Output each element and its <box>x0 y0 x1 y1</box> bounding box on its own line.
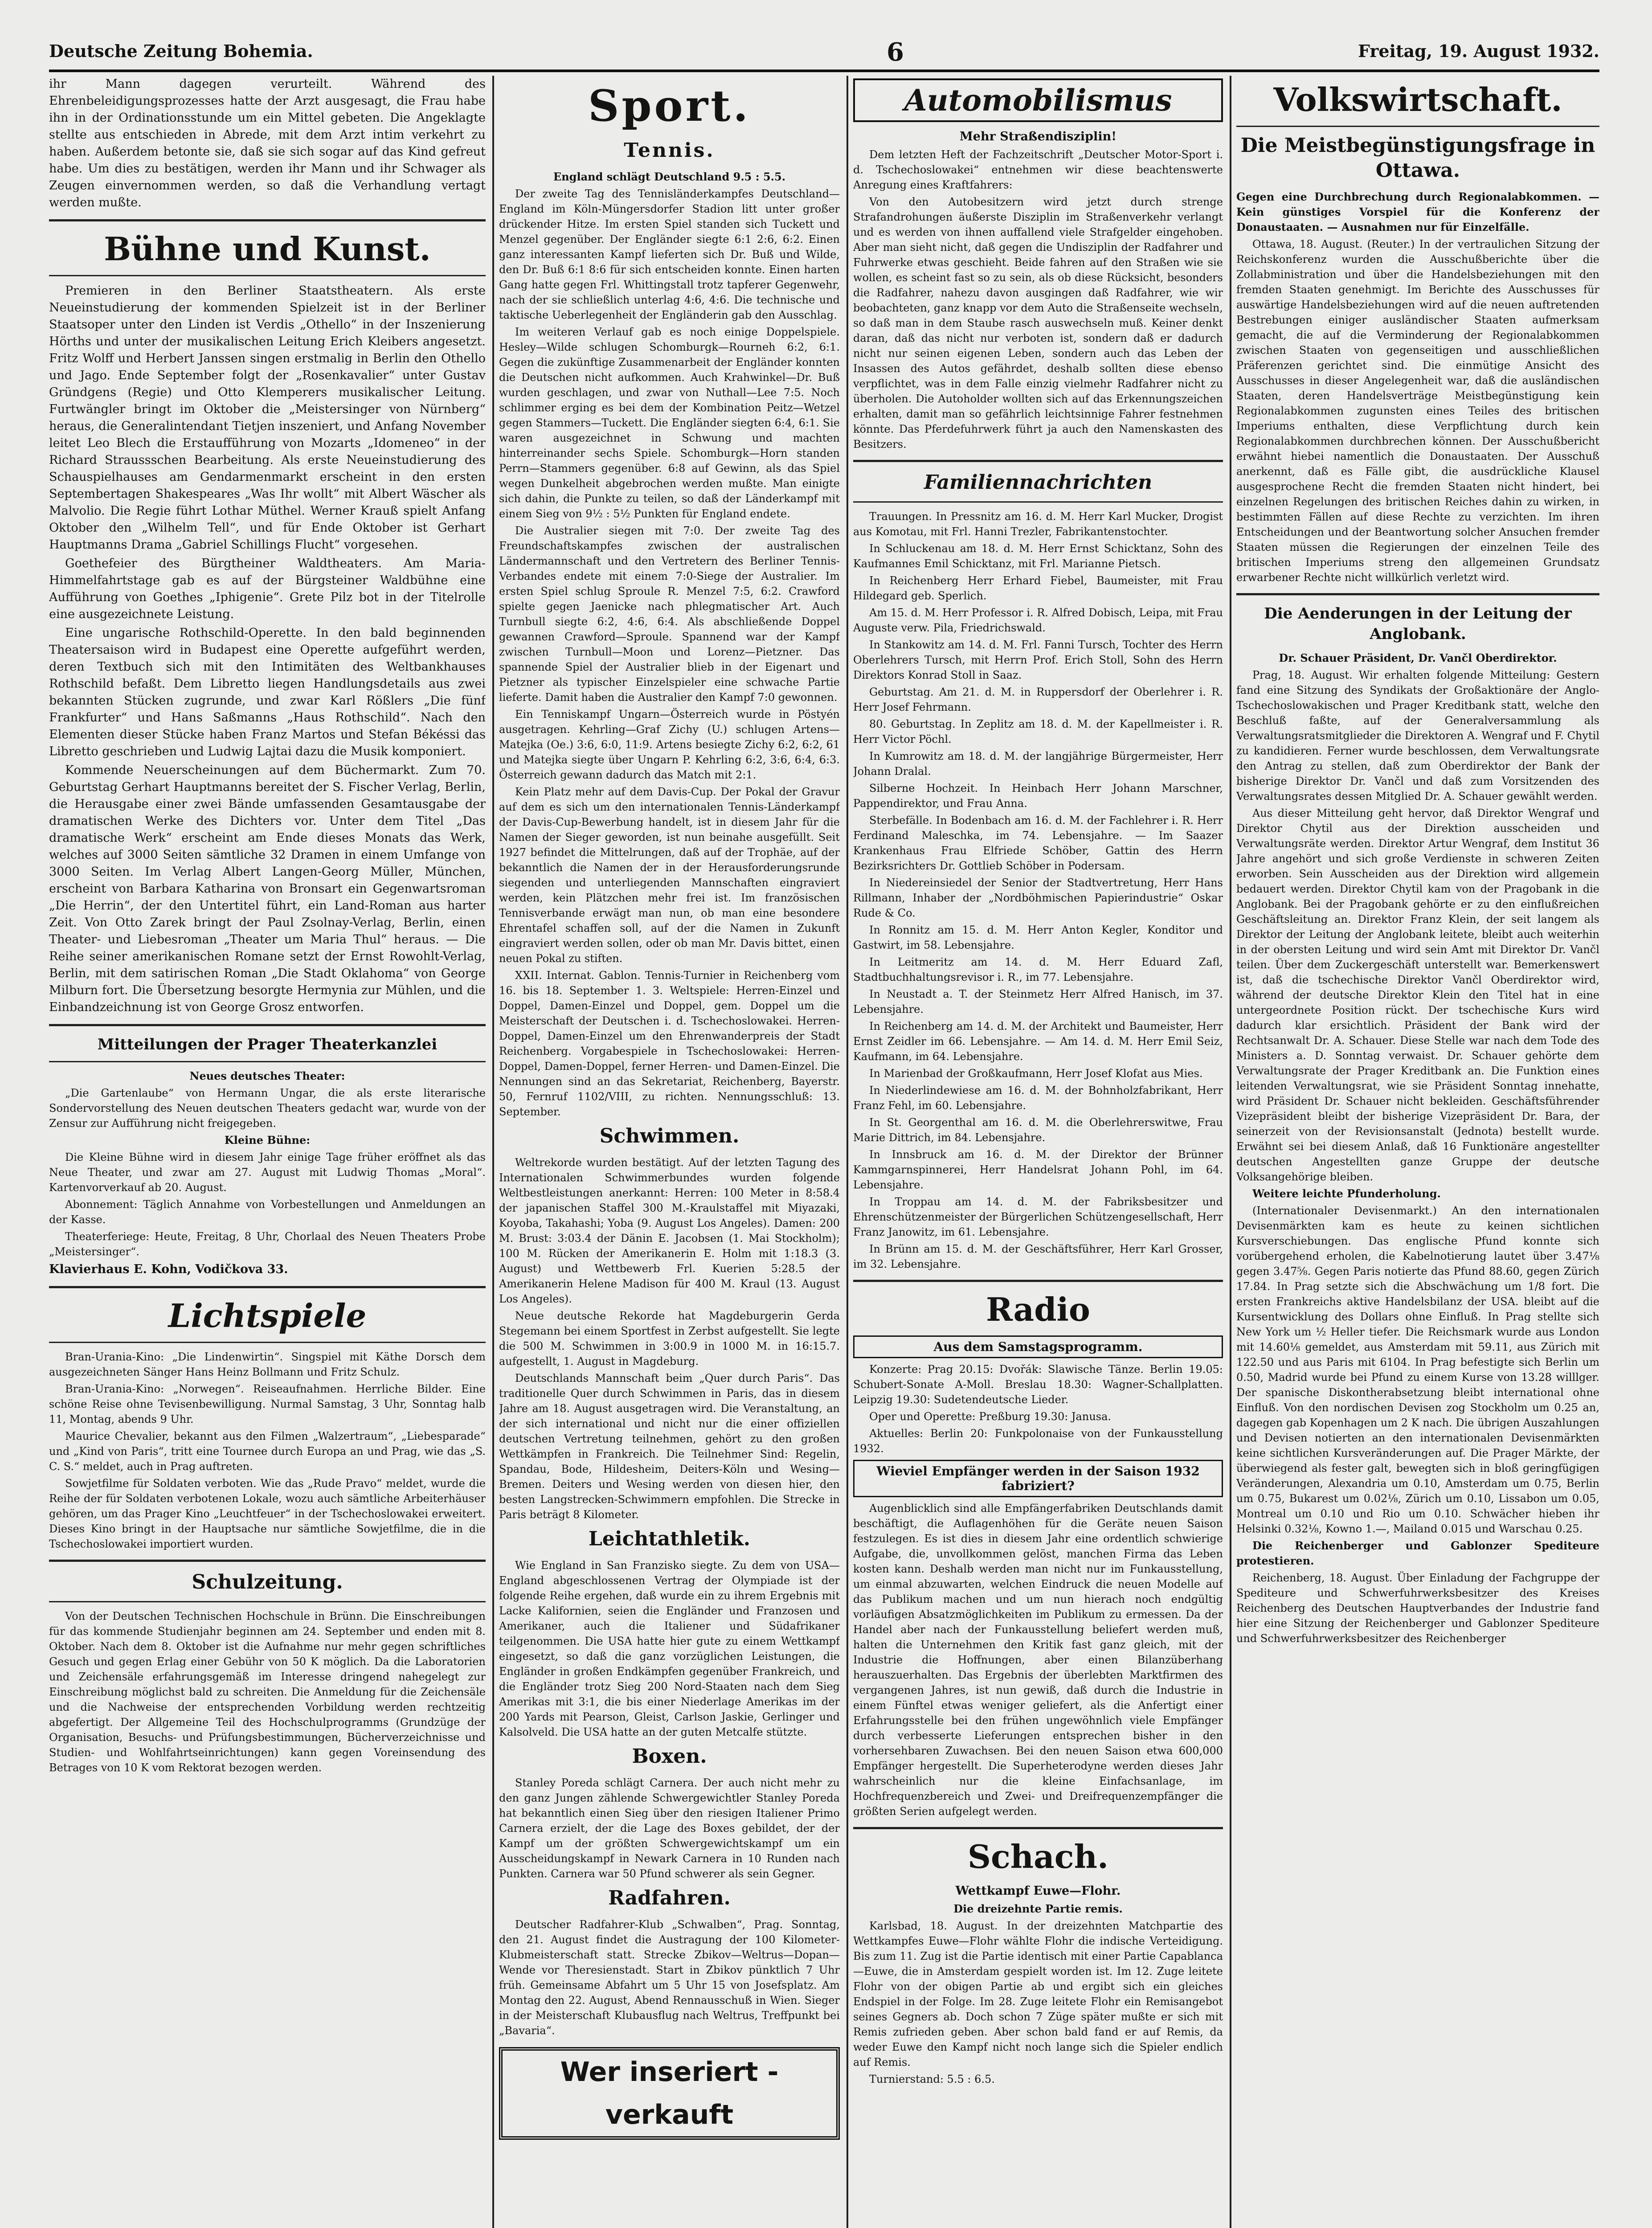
advertisement-box: Wer inseriert - verkauft <box>499 2047 840 2140</box>
article-paragraph: (Internationaler Devisenmarkt.) An den internationalen Devisenmärkten kam es heute zu keinen sichtlichen Kursverschiebungen. Das englische Pfund konnte sich vorübergehend erholen, die Kabelnotierung lautet über 3.47⅛ gegen 3.47⅝. Gegen Paris notierte das Pfund 88.60, gegen Zürich 17.84. In Prag setzte sich die Abschwächung um 1/8 fort. Die ersten Frankreichs aktive Handelsbilanz der USA. bleibt auf die Kursentwicklung des Dollars ohne Einfluß. In Prag stellte sich New York um ½ Heller tiefer. Die Reichsmark wurde aus London mit 14.60⅛ gemeldet, aus Amsterdam mit 59.11, aus Zürich mit 122.50 und aus Paris mit 6104. In Prag befestigte sich Berlin um 0.50, Madrid wurde bei Pfund zu einem Kurse von 13.28 willlger. Der spanische Diskontherabsetzung bleibt international ohne Einfluß. Von den nordischen Devisen zog Stockholm um 0.25 an, dagegen gab Kopenhagen um 2 K nach. Die übrigen Auszahlungen und Devisen notierten an den internationalen Devisenmärkten keine sichtlichen Kursveränderungen auf. Die Prager Märkte, der überwiegend als fester galt, bewegten sich in bloß geringfügigen Veränderungen, Alexandria um 0.10, Amsterdam um 0.75, Berlin um 0.75, Bukarest um 0.02⅛, Zürich um 0.10, Lissabon um 0.05, Montreal um 0.10 und Rio um 0.10. Schwächer hieben ihr Helsinki 0.32⅛, Kowno 1.—, Mailand 0.015 und Warschau 0.25. <box>1236 1204 1599 1535</box>
section-title-automobilismus: Automobilismus <box>853 78 1223 122</box>
article-paragraph: Ein Tenniskampf Ungarn—Österreich wurde in Pöstyén ausgetragen. Kehrling—Graf Zichy (U.) schlugen Artens—Matejka (Oe.) 3:6, 6:0, 11:9. Artens besiegte Zichy 6:2, 6:2, 61 und Matejka siegte über Ungarn P. Kehrling 6:2, 3:6, 6:4, 6:3. Österreich gewann dadurch das Match mit 2:1. <box>499 708 840 781</box>
column-rule <box>1230 76 1231 2228</box>
article-paragraph: Der zweite Tag des Tennisländerkampfes Deutschland—England im Köln-Müngersdorfer Stadion litt unter großer drückender Hitze. Im ersten Spiel standen sich Tuckett und Menzel gegenüber. Der Engländer siegte 6:1 2:6, 6:2. Einen ganz interessanten Kampf lieferten sich Dr. Buß und Wilde, den Dr. Buß 6:1 8:6 für sich entscheiden konnte. Einen harten Gang hatte gegen Frl. Whittingstall trotz tapferer Gegenwehr, nach der sie schließlich unterlag 4:6, 4:6. Die technische und taktische Ueberlegenheit der Engländerin gab den Ausschlag. <box>499 188 840 321</box>
subsection-bar: Aus dem Samstagsprogramm. <box>853 1335 1223 1358</box>
article-paragraph: Aktuelles: Berlin 20: Funkpolonaise von der Funkausstellung 1932. <box>853 1427 1223 1455</box>
article-paragraph: In Reichenberg Herr Erhard Fiebel, Baumeister, mit Frau Hildegard geb. Sperlich. <box>853 574 1223 602</box>
column-1 <box>49 76 486 2228</box>
section-title-volkswirtschaft: Volkswirtschaft. <box>1273 81 1562 119</box>
subsection-title-leichtathletik: Leichtathletik. <box>588 1528 751 1550</box>
article-paragraph: Kommende Neuerscheinungen auf dem Büchermarkt. Zum 70. Geburtstag Gerhart Hauptmanns bereitet der S. Fischer Verlag, Berlin, die Herausgabe einer zwei Bände umfassenden Gesamtausgabe der dramatischen Werke des Dichters vor. Unter dem Titel „Das dramatische Werk“ erscheint am Ende dieses Monats das Werk, welches auf 3000 Seiten sämtliche 32 Dramen in einem Umfange von 3000 Seiten. Im Verlag Albert Langen-Georg Müller, München, erscheint von Barbara Katharina von Bronsart ein Gegenwartsroman „Die Herrin“, der den Untertitel führt, ein Land-Roman aus harter Zeit. Von Otto Zarek bringt der Paul Zsolnay-Verlag, Berlin, einen Theater- und Liebesroman „Theater um Maria Thul“ heraus. — Die Reihe seiner amerikanischen Romane setzt der Ernst Rowohlt-Verlag, Berlin, mit dem satirischen Roman „Die Stadt Oklahoma“ von George Milburn fort. Die Übersetzung besorgte Hermynia zur Mühlen, und die Einbandzeichnung ist von George Grosz entworfen. <box>49 763 486 1014</box>
article-paragraph: Abonnement: Täglich Annahme von Vorbestellungen und Anmeldungen an der Kasse. <box>49 1198 486 1226</box>
subsection-bar: Wieviel Empfänger werden in der Saison 1932 fabriziert? <box>853 1460 1223 1497</box>
article-paragraph: 80. Geburtstag. In Zeplitz am 18. d. M. der Kapellmeister i. R. Herr Victor Pöchl. <box>853 718 1223 745</box>
article-headline: Die Reichenberger und Gablonzer Spediteure protestieren. <box>1236 1539 1599 1567</box>
divider <box>49 1286 486 1288</box>
article-headline: England schlägt Deutschland 9.5 : 5.5. <box>553 170 786 183</box>
divider <box>49 1061 486 1062</box>
newspaper-name: Deutsche Zeitung Bohemia. <box>49 41 313 61</box>
divider <box>853 1280 1223 1282</box>
article-paragraph: Von den Autobesitzern wird jetzt durch strenge Strafandrohungen äußerste Disziplin im Straßenverkehr verlangt und es werden von ihnen auffallend viele Strafgelder eingehoben. Aber man sieht nicht, daß gegen die Undisziplin der Radfahrer und Fuhrwerke etwas geschieht. Beide fahren auf den Straßen wie sie wollen, es scheint fast so zu sein, als ob diese Rücksicht, besonders die Radfahrer, nahezu davon ausgingen daß Radfahrer, wie wir beobachteten, ganz knapp vor dem Auto die Straßenseite wechseln, so daß man in dem Staube rasch auswechseln muß. Keiner denkt daran, daß das nicht nur verboten ist, sondern daß er dadurch nicht nur seinen eigenen Leben, sondern auch das Leben der Insassen des Autos gefährdet, deshalb sollten diese ebenso verpflichtet, was in dem Falle einzig vielmehr Radfahrer nicht zu überholen. Die Autoholder wollten sich auf das Erkennungszeichen erhalten, damit man so gefährlich leichtsinnige Fahrer festnehmen könnte. Das Pferdefuhrwerk führt ja auch den Namenskasten des Besitzers. <box>853 196 1223 451</box>
article-paragraph: In Troppau am 14. d. M. der Fabriksbesitzer und Ehrenschützenmeister der Bürgerlichen Schützengesellschaft, Herr Franz Janowitz, im 61. Lebensjahre. <box>853 1196 1223 1238</box>
article-paragraph: Dem letzten Heft der Fachzeitschrift „Deutscher Motor-Sport i. d. Tschechoslowakei“ entnehmen wir diese beachtenswerte Anregung eines Kraftfahrers: <box>853 148 1223 191</box>
article-paragraph: Neue deutsche Rekorde hat Magdeburgerin Gerda Stegemann bei einem Sportfest in Zerbst aufgestellt. Sie legte die 500 M. Schwimmen in 3:00.9 in 1000 M. in 16:15.7. aufgestellt, 1. August in Magdeburg. <box>499 1310 840 1368</box>
article-paragraph: In Innsbruck am 16. d. M. der Direktor der Brünner Kammgarnspinnerei, Herr Handelsrat Johann Pohl, im 64. Lebensjahre. <box>853 1148 1223 1191</box>
article-paragraph: Karlsbad, 18. August. In der dreizehnten Matchpartie des Wettkampfes Euwe—Flohr wählte Flohr die indische Verteidigung. Bis zum 11. Zug ist die Partie identisch mit einer Partie Capablanca—Euwe, die in Amsterdam gespielt worden ist. Im 12. Zuge leitete Flohr von der obigen Partie ab und ergibt sich ein gleiches Endspiel in der Folge. Im 28. Zuge leitete Flohr ein Remisangebot seines Gegners ab. Doch schon 7 Züge später mußte er sich mit Remis zufrieden geben. Aber schon bald fand er auf Remis, da weder Euwe den Kampf nicht noch lange sich die Spieler endlich auf Remis. <box>853 1920 1223 2068</box>
section-title-lichtspiele: Lichtspiele <box>168 1297 367 1335</box>
column-rule <box>846 76 848 2228</box>
issue-date: Freitag, 19. August 1932. <box>1358 41 1599 61</box>
article-subheadline: Gegen eine Durchbrechung durch Regionalabkommen. — Kein günstiges Vorspiel für die Konferenz der Donaustaaten. — Ausnahmen nur für Einzelfälle. <box>1236 190 1599 233</box>
divider <box>49 1024 486 1026</box>
article-paragraph: Bran-Urania-Kino: „Norwegen“. Reiseaufnahmen. Herrliche Bilder. Eine schöne Reise ohne Tevisenbewilligung. Nurmal Samstag, 3 Uhr, Sonntag halb 11, Montag, abends 9 Uhr. <box>49 1383 486 1425</box>
article-paragraph: Deutscher Radfahrer-Klub „Schwalben“, Prag. Sonntag, den 21. August findet die Austragung der 100 Kilometer-Klubmeisterschaft statt. Strecke Zbikov—Weltrus—Dopan—Wende vor Theresienstadt. Start in Zbikov pünktlich 7 Uhr früh. Gemeinsame Abfahrt um 5 Uhr 15 von Josefsplatz. Am Montag den 22. August, Abend Rennausschuß in Wien. Sieger in der Meisterschaft Klubausflug nach Weltrus, Treffpunkt bei „Bavaria“. <box>499 1918 840 2037</box>
divider <box>1236 593 1599 595</box>
section-title-sport: Sport. <box>588 81 751 131</box>
section-title-schulzeitung: Schulzeitung. <box>192 1571 343 1593</box>
subheading: Kleine Bühne: <box>224 1134 311 1147</box>
article-paragraph: Theaterferiege: Heute, Freitag, 8 Uhr, Chorlaal des Neuen Theaters Probe „Meistersinger“. <box>49 1230 486 1258</box>
article-paragraph: Im weiteren Verlauf gab es noch einige Doppelspiele. Hesley—Wilde schlugen Schomburgk—Rourneh 6:2, 6:1. Gegen die zukünftige Zusammenarbeit der Engländer konnten die Deutschen nicht aufkommen. Auch Krahwinkel—Dr. Buß wurden geschlagen, und zwar von Nuthall—Lee 7:5. Noch schlimmer erging es bei dem der Kombination Peitz—Wetzel gegen Stammers—Tuckett. Die Engländer siegten 6:4, 6:1. Sie waren ausgezeichnet in Schwung und machten hinterreinander sechs Spiele. Schomburgk—Horn standen Perrn—Stammers gegenüber. 6:8 auf Gewinn, als das Spiel wegen Dunkelheit abgebrochen werden mußte. Man einigte sich dahin, die Punkte zu teilen, so daß der Länderkampf mit einem Sieg von 9½ : 5½ Punkten für England endete. <box>499 326 840 520</box>
article-paragraph: In Leitmeritz am 14. d. M. Herr Eduard Zafl, Stadtbuchhaltungsrevisor i. R., im 77. Lebensjahre. <box>853 956 1223 983</box>
article-paragraph: Konzerte: Prag 20.15: Dvořák: Slawische Tänze. Berlin 19.05: Schubert-Sonate A-Moll. Breslau 18.30: Wagner-Schallplatten. Leipzig 19.30: Sudetendeutsche Lieder. <box>853 1363 1223 1406</box>
article-paragraph: Premieren in den Berliner Staatstheatern. Als erste Neueinstudierung der kommenden Spielzeit ist in der Berliner Staatsoper unter den Linden ist Verdis „Othello“ in der Inszenierung Hörths und unter der musikalischen Leitung Erich Kleibers angesetzt. Fritz Wolff und Herbert Janssen singen erstmalig in Berlin den Othello und Jago. Ende September folgt der „Rosenkavalier“ unter Gustav Gründgens (Regie) und Otto Klemperers musikalischer Leitung. Furtwängler bringt im Oktober die „Meistersinger von Nürnberg“ heraus, die Generalintendant Tietjen inszeniert, und Anfang November leitet Leo Blech die Erstaufführung von Mozarts „Idomeneo“ in der Richard Straussschen Bearbeitung. Als erste Neueinstudierung des Schauspielhauses am Gendarmenmarkt erscheint in den ersten Septembertagen Shakespeares „Was Ihr wollt“ mit Albert Wäscher als Malvolio. Die Regie führt Lothar Müthel. Werner Krauß spielt Anfang Oktober den „Wilhelm Tell“, und für Ende Oktober ist Gerhart Hauptmanns Drama „Gabriel Schillings Flucht“ vorgesehen. <box>49 284 486 552</box>
column-2 <box>499 76 840 2228</box>
article-paragraph: Prag, 18. August. Wir erhalten folgende Mitteilung: Gestern fand eine Sitzung des Syndikats der Großaktionäre der Anglo-Tschechoslowakischen und Prager Kreditbank statt, welche den Beschluß faßte, auf der Generalversammlung als Verwaltungsratsmitglieder die Direktoren A. Wengraf und F. Chytil zu kandidieren. Ferner wurde beschlossen, dem Verwaltungsrate den Antrag zu stellen, daß zum Oberdirektor der Bank der bisherige Direktor Dr. Vančl und daß zum Vorsitzenden des Verwaltungsrates dessen Mitglied Dr. A. Schauer gewählt werden. <box>1236 669 1599 803</box>
subsection-title-boxen: Boxen. <box>632 1745 707 1768</box>
article-paragraph: In Neustadt a. T. der Steinmetz Herr Alfred Hanisch, im 37. Lebensjahre. <box>853 988 1223 1016</box>
article-paragraph: Reichenberg, 18. August. Über Einladung der Fachgruppe der Spediteure und Schwerfuhrwerksbesitzer des Kreises Reichenberg des Deutschen Hauptverbandes der Industrie fand hier eine Sitzung der Reichenberger und Gablonzer Spediteure und Schwerfuhrwerksbesitzer des Reichenberger <box>1236 1572 1599 1645</box>
section-title-buhne: Bühne und Kunst. <box>104 230 431 268</box>
article-paragraph: Goethefeier des Bürgtheiner Waldtheaters. Am Maria-Himmelfahrtstage gab es auf der Bürgsteiner Waldbühne eine Aufführung von Goethes „Iphigenie“. Grete Pilz bot in der Titelrolle eine ausgezeichnete Leistung. <box>49 557 486 621</box>
divider <box>853 501 1223 503</box>
article-paragraph: In St. Georgenthal am 16. d. M. die Oberlehrerswitwe, Frau Marie Dittrich, im 84. Lebensjahre. <box>853 1116 1223 1144</box>
divider <box>853 460 1223 462</box>
section-title-familiennachrichten: Familiennachrichten <box>924 471 1153 494</box>
article-paragraph: Weltrekorde wurden bestätigt. Auf der letzten Tagung des Internationalen Schwimmerbundes wurden folgende Weltbestleistungen anerkannt: Herren: 100 Meter in 8:58.4 der japanischen Staffel 300 M.-Kraulstaffel mit Miyazaki, Koyoba, Takahashi; Yoba (9. August Los Angeles). Damen: 200 M. Brust: 3:03.4 der Dänin E. Jacobsen (1. Mai Stockholm); 100 M. Rücken der Amerikanerin E. Holm mit 1:18.3 (3. August) und Wettbewerb Frl. Kuerien 5:28.5 der Amerikanerin Helene Madison für 400 M. Kraul (13. August Los Angeles). <box>499 1156 840 1305</box>
article-paragraph: Oper und Operette: Preßburg 19.30: Janusa. <box>869 1410 1112 1423</box>
article-paragraph: Aus dieser Mitteilung geht hervor, daß Direktor Wengraf und Direktor Chytil aus der Direktion ausscheiden und Verwaltungsräte werden. Direktor Artur Wengraf, dem Institut 36 Jahre angehört und sich große Verdienste in schweren Zeiten erworben. Sein Ausscheiden aus der Direktion wird allgemein bedauert werden. Direktor Chytil kam von der Pragobank in die Anglobank. Bei der Pragobank gehörte er zu den einflußreichen Geschäftsleitung an. Direktor Franz Klein, der seit langem als Direktor der Leitung der Anglobank leitete, bleibt auch weiterhin in der obersten Leitung und wird sein Amt mit Direktor Dr. Vančl teilen. Über dem Zuckergeschäft unterstellt war. Bemerkenswert ist, daß die tschechische Direktor Vančl Oberdirektor wird, während der deutsche Direktor Klein den Titel hat in eine untergeordnete Position rückt. Der tschechische Kurs wird dadurch klar ersichtlich. Präsident der Bank wird der Rechtsanwalt Dr. A. Schauer. Diese Stelle war nach dem Tode des Ministers a. D. Sonntag verwaist. Dr. Schauer gehörte dem Verwaltungsrate der Prager Kreditbank an. Die Funktion eines leitenden Verwaltungsrat, wie sie Präsident Sonntag innehatte, wird Präsident Dr. Schauer nicht bekleiden. Geschäftsführender Vizepräsident bleibt der bisherige Vizepräsident Dr. Bara, der seinerzeit von der Revisionsanstalt (Jednota) bestellt wurde. Erwähnt sei bei diesem Anlaß, daß 16 Funktionäre angestellter deutschen Angestellten ganze Gruppe der deutsche Volksangehörige bleiben. <box>1236 807 1599 1183</box>
article-paragraph: In Ronnitz am 15. d. M. Herr Anton Kegler, Konditor und Gastwirt, im 58. Lebensjahre. <box>853 924 1223 951</box>
article-paragraph: In Kumrowitz am 18. d. M. der langjährige Bürgermeister, Herr Johann Dralal. <box>853 750 1223 778</box>
article-paragraph: In Niedereinsiedel der Senior der Stadtvertretung, Herr Hans Rillmann, Inhaber der „Nordböhmischen Papierindustrie“ Oskar Rude & Co. <box>853 876 1223 919</box>
article-paragraph: „Die Gartenlaube“ von Hermann Ungar, die als erste literarische Sondervorstellung des Neuen deutschen Theaters gedacht war, wurde von der Zensur zur Aufführung nicht freigegeben. <box>49 1087 486 1130</box>
article-headline: Mehr Straßendisziplin! <box>959 130 1117 143</box>
article-headline: Weitere leichte Pfunderholung. <box>1252 1187 1441 1200</box>
article-paragraph: Geburtstag. Am 21. d. M. in Ruppersdorf der Oberlehrer i. R. Herr Josef Fehrmann. <box>853 686 1223 713</box>
article-paragraph: Sterbefälle. In Bodenbach am 16. d. M. der Fachlehrer i. R. Herr Ferdinand Maleschka, im 74. Lebensjahre. — Im Saazer Krankenhaus Frau Elfriede Schöber, Gattin des Herrn Bezirksrichters Dr. Gottlieb Schöber in Podersam. <box>853 814 1223 872</box>
article-paragraph: Eine ungarische Rothschild-Operette. In den bald beginnenden Theatersaison wird in Budapest eine Operette aufgeführt werden, deren Textbuch sich mit den Intimitäten des Weltbankhauses Rothschild befaßt. Dem Libretto liegen Handlungsdetails aus zwei bekannten Stücken zugrunde, und zwar Karl Rößlers „Die fünf Frankfurter“ und Hans Saßmanns „Haus Rothschild“. Nach den Elementen dieser Stücke haben Franz Martos und Stefan Békéssi das Libretto geschrieben und Ludwig Lajtai dazu die Musik komponiert. <box>49 626 486 758</box>
article-paragraph: XXII. Internat. Gablon. Tennis-Turnier in Reichenberg vom 16. bis 18. September 1. 3. Weltspiele: Herren-Einzel und Doppel, Damen-Einzel und Doppel, gem. Doppel um die Meisterschaft der Deutschen i. d. Tschechoslowakei. Herren-Doppel, Damen-Einzel um den Ehrenwanderpreis der Stadt Reichenberg. Vorgabespiele in Tschechoslowakei: Herren-Doppel, Damen-Doppel, ferner Herren- und Damen-Einzel. Die Nennungen sind an das Sekretariat, Reichenberg, Bayerstr. 50, Fernruf 1102/VIII, zu richten. Nennungsschluß: 13. September. <box>499 969 840 1118</box>
article-paragraph: Trauungen. In Pressnitz am 16. d. M. Herr Karl Mucker, Drogist aus Komotau, mit Frl. Hanni Trezler, Fabrikantenstochter. <box>853 510 1223 538</box>
article-paragraph: In Stankowitz am 14. d. M. Frl. Fanni Tursch, Tochter des Herrn Oberlehrers Tursch, mit Herrn Prof. Erich Stoll, Sohn des Herrn Direktors Konrad Stoll in Saaz. <box>853 639 1223 681</box>
article-subheadline: Dr. Schauer Präsident, Dr. Vančl Oberdirektor. <box>1279 651 1557 664</box>
article-paragraph: Stanley Poreda schlägt Carnera. Der auch nicht mehr zu den ganz Jungen zählende Schwergewichtler Stanley Poreda hat bekanntlich einen Sieg über den riesigen Italiener Primo Carnera erzielt, der die Lage des Boxes gebildet, der der Kampf um der größten Schwergewichtskampf um ein Ausscheidungskampf in Newark Carnera in 10 Runden nach Punkten. Carnera war 50 Pfund schwerer als sein Gegner. <box>499 1777 840 1880</box>
article-paragraph: Bran-Urania-Kino: „Die Lindenwirtin“. Singspiel mit Käthe Dorsch dem ausgezeichneten Sänger Hans Heinz Bollmann und Fritz Schulz. <box>49 1351 486 1378</box>
article-paragraph: In Schluckenau am 18. d. M. Herr Ernst Schicktanz, Sohn des Kaufmannes Emil Schicktanz, mit Frl. Marianne Pietsch. <box>853 542 1223 570</box>
subheading: Neues deutsches Theater: <box>189 1069 345 1082</box>
article-paragraph: In Reichenberg am 14. d. M. der Architekt und Baumeister, Herr Ernst Zeidler im 66. Lebensjahre. — Am 14. d. M. Herr Emil Seiz, Kaufmann, im 64. Lebensjahre. <box>853 1020 1223 1063</box>
column-rule <box>492 76 494 2228</box>
article-headline: Wettkampf Euwe—Flohr. <box>955 1884 1121 1898</box>
article-paragraph: Kein Platz mehr auf dem Davis-Cup. Der Pokal der Gravur auf dem es sich um den internationalen Tennis-Länderkampf der Davis-Cup-Bewerbung handelt, ist in diesem Jahr für die Namen der Sieger geworden, ist nun beinahe ausgefüllt. Seit 1927 befindet die Mittelrungen, daß auf der Trophäe, auf der bekanntlich die Namen der in der Herausforderungsrunde siegenden und unterliegenden Mannschaften eingraviert werden, kein Plätzchen mehr frei ist. Im französischen Tennisverbande erwägt man nun, ob man eine besondere Ehrentafel schaffen soll, auf der die Namen in Zukunft eingraviert werden sollen, oder ob man Mr. Davis bittet, einen neuen Pokal zu stiften. <box>499 786 840 965</box>
article-paragraph: Ottawa, 18. August. (Reuter.) In der vertraulichen Sitzung der Reichskonferenz wurden die Ausschußberichte über die Zollabministration und über die Handelsbeziehungen mit den fremden Staaten genehmigt. Im Berichte des Ausschusses für auswärtige Handelsbeziehungen wird auf die neuen auftretenden Bestrebungen einiger ausländischer Staaten aufmerksam gemacht, die auf die Verminderung der Regionalabkommen zwischen Staaten von gegenseitigen und ausschließlichen Präferenzen gerichtet sind. Die einmütige Ansicht des Ausschusses in dieser Angelegenheit war, daß die ausländischen Staaten, deren Handelsverträge Meistbegünstigung kein Regionalabkommen zugunsten eines Teiles des britischen Imperiums enthalten, diese Verpflichtung durch kein Regionalabkommen durchbrechen können. Der Ausschußbericht erwähnt hiebei namentlich die Donaustaaten. Der Ausschuß anerkennt, daß es Fälle gibt, die ausdrückliche Klausel ausgesprochene Recht die fremden Staaten nicht hindert, bei einzelnen Regelungen des britischen Reiches dahin zu wirken, in bestimmten Fällen auf diese Rechte zu verzichten. Im ihren Entscheidungen und der Beantwortung solcher Ansuchen fremder Staaten müssen die Regierungen der einzelnen Teile des britischen Imperiums streng den allgemeinen Grundsatz erwarbener Rechte nicht willkürlich verletzt wird. <box>1236 238 1599 584</box>
page-number: 6 <box>887 37 904 67</box>
article-headline: Die Meistbegünstigungsfrage in Ottawa. <box>1240 134 1595 182</box>
column-3 <box>853 76 1223 2228</box>
article-paragraph: Silberne Hochzeit. In Heinbach Herr Johann Marschner, Pappendirektor, und Frau Anna. <box>853 782 1223 810</box>
divider <box>1236 126 1599 127</box>
divider <box>853 1827 1223 1829</box>
subsection-title-schwimmen: Schwimmen. <box>599 1125 740 1147</box>
divider <box>49 1560 486 1562</box>
tournament-standing: Turnierstand: 5.5 : 6.5. <box>869 2073 995 2085</box>
section-title-schach: Schach. <box>967 1838 1109 1876</box>
section-title-mitteilungen: Mitteilungen der Prager Theaterkanzlei <box>97 1036 438 1053</box>
subsection-title-radfahren: Radfahren. <box>608 1887 731 1909</box>
section-title-radio: Radio <box>986 1290 1090 1328</box>
divider <box>49 1601 486 1602</box>
article-paragraph: In Marienbad der Großkaufmann, Herr Josef Klofat aus Mies. <box>869 1067 1203 1080</box>
article-headline: Die Aenderungen in der Leitung der Anglobank. <box>1264 605 1572 643</box>
subsection-title-tennis: Tennis. <box>624 139 715 162</box>
article-subheadline: Die dreizehnte Partie remis. <box>953 1902 1123 1915</box>
column-4 <box>1236 76 1599 2228</box>
divider <box>49 219 486 221</box>
advertisement-line: Klavierhaus E. Kohn, Vodičkova 33. <box>49 1262 288 1276</box>
page-header <box>49 37 1599 72</box>
article-paragraph: Wie England in San Franzisko siegte. Zu dem von USA—England abgeschlossenen Vertrag der Olympiade ist der folgende Reihe ergehen, daß wurde ein zu ihrem Ergebnis mit Lacke Kalifornien, seien die Engländer und Franzosen und Amerikaner, auch die Italiener und Südafrikaner teilgenommen. Die USA hatte hier gute zu einem Wettkampf eingesetzt, so daß die ganz vorzüglichen Leistungen, die Engländer in großen Endkämpfen gegenüber Frankreich, und die Engländer trotz Sieg 200 Nord-Staaten nach dem Sieg Amerikas mit 3:1, die bis einer Niederlage Amerikas im der 200 Yards mit Pearson, Gleist, Carlson Jaskie, Gerlinger und Kalsolveld. Die USA hatte an der guten Metcalfe stützte. <box>499 1559 840 1738</box>
divider <box>49 1342 486 1343</box>
article-paragraph: Die Australier siegen mit 7:0. Der zweite Tag des Freundschaftskampfes zwischen der australischen Ländermannschaft und den Vertretern des Berliner Tennis-Verbandes endete mit einem 7:0-Siege der Australier. Im ersten Spiel schlug Sproule R. Menzel 7:5, 6:2. Crawford spielte gegen Jaenicke nach phlegmatischer Art. Auch Turnbull siegte 6:2, 4:6, 6:4. Als abschließende Doppel gewannen Crawford—Sproule. Spannend war der Kampf zwischen Turnbull—Moon und Lorenz—Pietzner. Das spannende Spiel der Australier blieb in der Eigenart und Pietzner als typischer Einzelspieler eine schwache Partie lieferte. Damit haben die Australier den Kampf 7:0 gewonnen. <box>499 524 840 704</box>
article-paragraph: Augenblicklich sind alle Empfängerfabriken Deutschlands damit beschäftigt, die Auflagenhöhen für die Geräte neuen Saison festzulegen. Es ist dies in diesem Jahr eine ordentlich schwierige Aufgabe, die, unvollkommen gelöst, manchen Firma das Leben kosten kann. Deshalb werden man nicht nur im Funkausstellung, um einmal abzuwarten, welchen Eindruck die neuen Modelle auf das Publikum machen und um nun hierach noch endgültig vorläufigen Absatzmöglichkeiten im Publikum zu ermessen. Da der Handel aber nach der Funkausstellung beliefert werden muß, halten die Unternehmen den Kritik fast ganz gleich, mit der Industrie die Hoffnungen, aber einen Bilanzüberhang herauszuerhalten. Das Ergebnis der überlebten Marktfirmen des vergangenen Jahres, ist nun gewiß, daß durch die Industrie in einem Fünftel etwas weniger geliefert, als die Anfertigt einer Erfahrungsstelle bei den frühen ungewöhnlich viele Empfänger durch verbesserte Lieferungen entsprechen bisher in den vorhersehbaren Zuwachsen. Bei den neuen Saison etwa 600,000 Empfänger hergestellt. Die Superheterodyne werden dieses Jahr wahrscheinlich nur die kleine Einfachsanlage, im Hochfrequenzbereich und Zwei- und Dreifrequenzempfänger die größten Serien aufgelegt werden. <box>853 1502 1223 1818</box>
article-paragraph: Deutschlands Mannschaft beim „Quer durch Paris“. Das traditionelle Quer durch Schwimmen in Paris, das in diesem Jahre am 18. August ausgetragen wird. Die Veranstaltung, an der sich international und nicht nur die einer offiziellen deutschen Vertretung teilnehmen, gehört zu den großen Wettkämpfen in Frankreich. Die Teilnehmer Sind: Regelin, Spandau, Bode, Hildesheim, Deiters-Köln und Wesing—Bremen. Deiters und Wesing werden von diesen hier, den besten Langstrecken-Schwimmern empfohlen. Die Strecke in Paris beträgt 8 Kilometer. <box>499 1372 840 1521</box>
article-paragraph: Maurice Chevalier, bekannt aus den Filmen „Walzertraum“, „Liebesparade“ und „Kind von Paris“, tritt eine Tournee durch Europa an und Prag, wie das „S. C. S.“ meldet, auch in Prag auftreten. <box>49 1430 486 1473</box>
article-paragraph: Am 15. d. M. Herr Professor i. R. Alfred Dobisch, Leipa, mit Frau Auguste verw. Pila, Friedrichswald. <box>853 606 1223 634</box>
article-continuation: ihr Mann dagegen verurteilt. Während des Ehrenbeleidigungsprozesses hatte der Arzt ausgesagt, die Frau habe ihn in der Ordinationsstunde um ein Mittel gebeten. Die Angeklagte stellte aus entschieden in Abrede, mit dem Arzt intim verkehrt zu haben. Außerdem betonte sie, daß sie sich sogar auf das Kind gefreut habe. Um dies zu bestätigen, werden ihr Mann und ihr Schwager als Zeugen einvernommen werden, so daß die Verhandlung vertagt werden mußte. <box>49 77 486 209</box>
article-paragraph: Sowjetfilme für Soldaten verboten. Wie das „Rude Pravo“ meldet, wurde die Reihe der für Soldaten verbotenen Lokale, wozu auch sämtliche Arbeiterhäuser gehören, um das Prager Kino „Leuchtfeuer“ in der Tschechoslowakei erweitert. Dieses Kino bringt in der Hauptsache nur sämtliche Sowjetfilme, die in die Tschechoslowakei importiert wurden. <box>49 1477 486 1550</box>
article-paragraph: Die Kleine Bühne wird in diesem Jahr einige Tage früher eröffnet als das Neue Theater, und zwar am 27. August mit Ludwig Thomas „Moral“. Kartenvorverkauf ab 20. August. <box>49 1151 486 1194</box>
article-paragraph: Von der Deutschen Technischen Hochschule in Brünn. Die Einschreibungen für das kommende Studienjahr beginnen am 24. September und enden mit 8. Oktober. Nach dem 8. Oktober ist die Aufnahme nur mehr gegen schriftliches Gesuch und gegen Erlag einer Gebühr von 50 K möglich. Da die Laboratorien und Zeichensäle erfahrungsgemäß im Interesse dringend nahegelegt zur Einschreibung möglichst bald zu schreiten. Die Anmeldung für die Zeichensäle und die Nachweise der entsprechenden Vorbildung werden rechtzeitig abgefertigt. Der Allgemeine Teil des Hochschulprogramms (Grundzüge der Organisation, Besuchs- und Prüfungsbestimmungen, Bücherverzeichnisse und Studien- und Wohlfahrtseinrichtungen) kann gegen Voreinsendung des Betrages von 10 K vom Rektorat bezogen werden. <box>49 1610 486 1774</box>
article-paragraph: In Brünn am 15. d. M. der Geschäftsführer, Herr Karl Grosser, im 32. Lebensjahre. <box>853 1243 1223 1270</box>
divider <box>49 275 486 276</box>
article-paragraph: In Niederlindewiese am 16. d. M. der Bohnholzfabrikant, Herr Franz Fehl, im 60. Lebensjahre. <box>853 1084 1223 1112</box>
